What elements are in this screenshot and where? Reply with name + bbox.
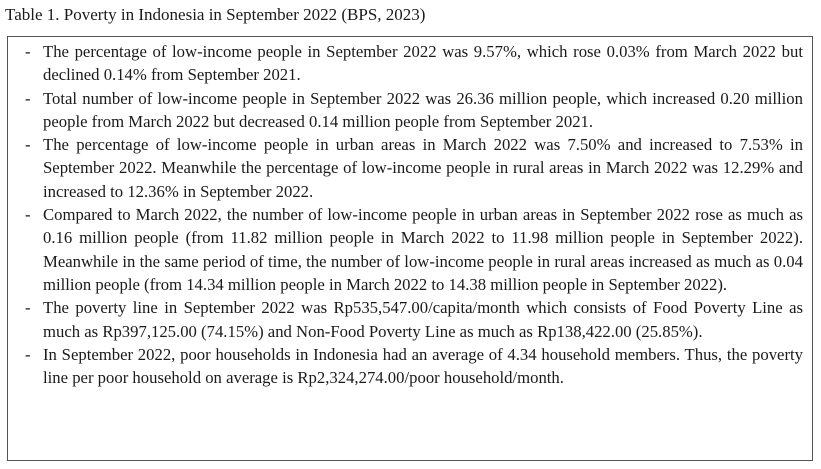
list-item (25, 203, 803, 296)
bullet-list (25, 40, 803, 389)
dash-bullet: - (25, 135, 31, 155)
dash-bullet: - (25, 205, 31, 225)
list-item (25, 133, 803, 203)
dash-bullet: - (25, 298, 31, 318)
list-item-text: Total number of low-income people in September 2022 was 26.36 million people, which increased 0.20 million people from March 2022 but decreased 0.14 million people from September 2021. (43, 88, 803, 131)
list-item-text: The percentage of low-income people in September 2022 was 9.57%, which rose 0.03% from March 2022 but declined 0.14% from September 2021. (43, 42, 803, 85)
dash-bullet: - (25, 42, 31, 61)
list-item (25, 296, 803, 343)
dash-bullet: - (25, 344, 31, 364)
list-item-text: Compared to March 2022, the number of low-income people in urban areas in September 2022 rose as much as 0.16 million people (from 11.82 million people in March 2022 to 11.98 million people in September 2022). Meanwhile in the same period of time, the number of low-income people in rural areas increased as much as 0.04 million people (from 14.34 million people in March 2022 to 14.38 million people in September 2022). (43, 205, 803, 294)
poverty-table (7, 36, 813, 461)
dash-bullet: - (25, 88, 31, 108)
table-caption: Table 1. Poverty in Indonesia in September 2022 (BPS, 2023) (5, 5, 426, 24)
list-item-text: The poverty line in September 2022 was Rp535,547.00/capita/month which consists of Food Poverty Line as much as Rp397,125.00 (74.15%) and Non-Food Poverty Line as much as Rp138,422.00 (25.85%). (43, 298, 803, 341)
list-item-text: The percentage of low-income people in urban areas in March 2022 was 7.50% and increased to 7.53% in September 2022. Meanwhile the percentage of low-income people in rural areas in March 2022 was 12.29% and increased to 12.36% in September 2022. (43, 135, 803, 201)
list-item (25, 40, 803, 87)
list-item (25, 87, 803, 134)
list-item (25, 343, 803, 390)
list-item-text: In September 2022, poor households in Indonesia had an average of 4.34 household members. Thus, the poverty line per poor household on average is Rp2,324,274.00/poor household/month. (43, 344, 803, 388)
